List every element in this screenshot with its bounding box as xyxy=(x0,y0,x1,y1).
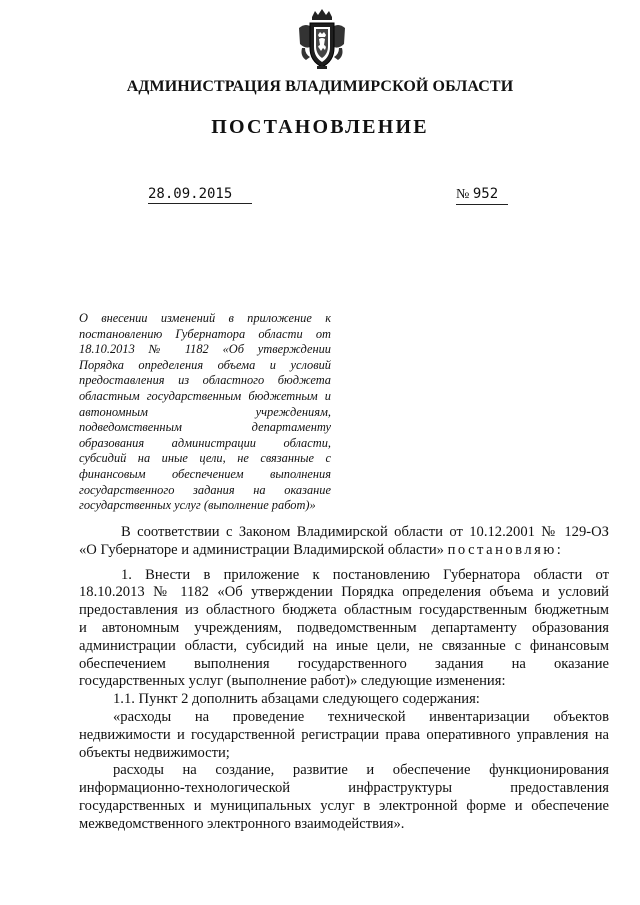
item-1-1-line: 1.1. Пункт 2 дополнить абзацами следующего содержания: xyxy=(113,691,480,708)
number-prefix: № xyxy=(456,187,473,202)
item-1-paragraph xyxy=(79,567,609,692)
item-1-line: обеспечением выполнения государственного задания на оказание xyxy=(79,655,609,672)
quote-1-line: объекты недвижимости; xyxy=(79,744,230,761)
document-subject xyxy=(79,311,331,514)
preamble-text: «О Губернаторе и администрации Владимирской области» xyxy=(79,541,448,558)
subject-line: предоставления из областного бюджета xyxy=(79,373,331,388)
quote-1-paragraph xyxy=(79,709,609,762)
preamble-paragraph xyxy=(79,524,609,560)
quote-2-line: расходы на создание, развитие и обеспечение функционирования xyxy=(113,762,609,779)
item-1-line: администрации области, субсидий на иные цели, не связанные с финансовым xyxy=(79,637,609,654)
subject-line: Порядка определения объема и условий xyxy=(79,357,331,372)
document-number xyxy=(456,186,508,205)
quote-1-line: недвижимости и государственной регистрации права оперативного управления на xyxy=(79,726,609,743)
organization-title: АДМИНИСТРАЦИЯ ВЛАДИМИРСКОЙ ОБЛАСТИ xyxy=(126,78,514,95)
item-1-line: и автономным учреждениям, подведомственным департаменту образования xyxy=(79,619,609,636)
quote-2-line: информационно-технологической инфраструктуры предоставления xyxy=(79,780,609,797)
subject-line: 18.10.2013 № 1182 «Об утверждении xyxy=(79,342,331,357)
item-1-line: государственных услуг (выполнение работ)» следующие изменения: xyxy=(79,673,506,690)
quote-1-line: «расходы на проведение технической инвентаризации объектов xyxy=(113,708,609,725)
item-1-line: 1. Внести в приложение к постановлению Губернатора области от xyxy=(121,566,609,583)
preamble-line xyxy=(79,542,609,560)
quote-2-line: межведомственного электронного взаимодействия». xyxy=(79,815,405,832)
coat-of-arms-icon xyxy=(296,8,348,72)
subject-line: автономным учреждениям, xyxy=(79,404,331,419)
subject-line: подведомственным департаменту xyxy=(79,420,331,435)
quote-2-paragraph xyxy=(79,762,609,833)
document-body xyxy=(79,524,609,834)
item-1-line: 18.10.2013 № 1182 «Об утверждении Порядка определения объема и условий xyxy=(79,584,609,601)
number-value: 952 xyxy=(472,186,499,202)
subject-line: финансовым обеспечением выполнения xyxy=(79,466,331,481)
subject-line: государственного задания на оказание xyxy=(79,482,331,497)
document-date: 28.09.2015 xyxy=(148,186,252,204)
preamble-keyword: постановляю: xyxy=(447,541,564,558)
subject-line: образования администрации области, xyxy=(79,435,331,450)
item-1-line: предоставления из областного бюджета областным государственным бюджетным xyxy=(79,602,609,619)
subject-line: субсидий на иные цели, не связанные с xyxy=(79,451,331,466)
subject-line: областным государственным бюджетным и xyxy=(79,388,331,403)
preamble-line: В соответствии с Законом Владимирской области от 10.12.2001 № 129-ОЗ xyxy=(121,524,609,540)
subject-line: государственных услуг (выполнение работ)» xyxy=(79,498,316,513)
subject-line: О внесении изменений в приложение к xyxy=(79,311,331,325)
subject-line: постановлению Губернатора области от xyxy=(79,326,331,341)
quote-2-line: государственных и муниципальных услуг в электронной форме и обеспечение xyxy=(79,797,609,814)
item-1-1-paragraph xyxy=(79,691,609,709)
document-type-title: ПОСТАНОВЛЕНИЕ xyxy=(211,116,429,138)
